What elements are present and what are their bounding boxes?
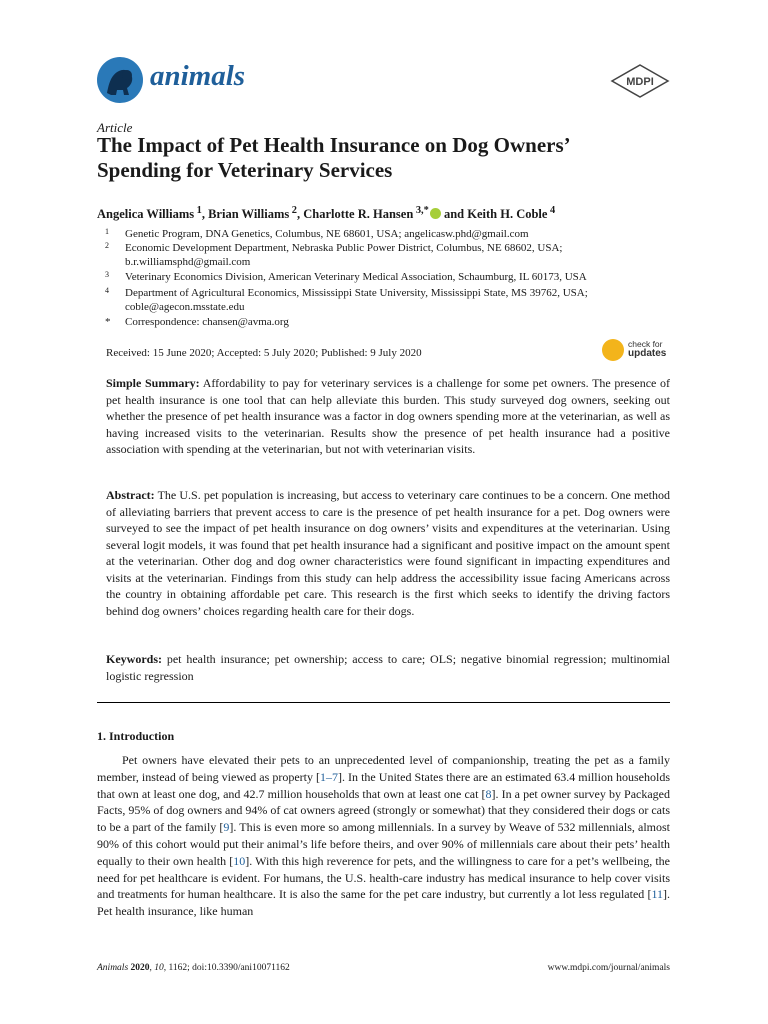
author-name[interactable]: Brian Williams — [208, 207, 290, 222]
keywords — [106, 651, 670, 684]
author-name[interactable]: Keith H. Coble — [467, 207, 548, 222]
intro-text: ]. With this high reverence for pets, and the willingness to care for a pet’s wellbeing, the need for pet healthcare is evident. For humans, the U.S. health-care industry has medical insurance to help cover visits and treatments for human healthcare. It is also the same for the pet care industry, but currently a lot less regulated [ — [97, 853, 670, 902]
affiliation-number: 2 — [105, 241, 109, 250]
footer-doi[interactable]: , 1162; doi:10.3390/ani10071162 — [163, 963, 290, 973]
intro-text: ]. Pet health insurance, like human — [97, 887, 670, 919]
article-title — [97, 133, 677, 183]
affiliation-email[interactable]: coble@agecon.msstate.edu — [125, 301, 245, 313]
citation-link[interactable]: 9 — [223, 820, 230, 835]
author-name[interactable]: Charlotte R. Hansen — [303, 207, 414, 222]
author-affiliation-mark: 3,* — [415, 205, 429, 216]
title-line-1: The Impact of Pet Health Insurance on Dog Owners’ — [97, 133, 571, 157]
author-affiliation-mark: 4 — [549, 205, 556, 216]
journal-logo-icon — [97, 57, 143, 103]
footer-volume: 10 — [154, 963, 164, 973]
author-list: Angelica Williams $^1$, Brian Williams $^2$, Charlotte R. Hansen $^{3,*}$ and Keith H. Coble $^4$ — [97, 205, 556, 222]
affiliation-number: 4 — [105, 286, 109, 295]
footer-journal: Animals — [97, 963, 129, 973]
simple-summary-text: Affordability to pay for veterinary services is a challenge for some pet owners. The presence of pet health insurance is one tool that can help alleviate this burden. This study surveyed dog owners, seeking out whether the presence of pet health insurance was a factor in dog owners spending more at the veterinarian, as well as having increased visits to the veterinarian. Results show the presence of pet health insurance had a positive association with spending at the veterinarian, but not with veterinarian visits. — [106, 376, 671, 456]
divider — [97, 702, 670, 703]
footer-year: 2020 — [130, 963, 150, 973]
intro-text: ]. In a pet owner survey by Packaged Facts, 95% of dog owners and 94% of cat owners agreed (strongly or somewhat) that they considered their dogs or cats to be a part of the family [ — [97, 786, 670, 835]
section-heading: 1. Introduction — [97, 729, 175, 743]
abstract — [106, 487, 670, 619]
check-updates-line1: check for — [628, 339, 663, 349]
intro-text: ]. This is even more so among millennials. In a survey by Weave of 532 millennials, almost 90% of this cohort would put their animal’s life before theirs, and over 90% of millennials care about their pets’ health equally to their own health [ — [97, 820, 670, 868]
abstract-text: The U.S. pet population is increasing, but access to veterinary care continues to be a concern. One method of alleviating barriers that prevent access to care is the presence of pet health insurance for a pet. Dog owners were surveyed to see the impact of pet health insurance on dog owners’ visits and expenditures at the veterinarian. Using several logit models, it was found that pet health insurance had a significant and positive impact on the amount spent at the veterinarian. Other dog and dog owner characteristics were found significant in impacting expenditures and visits at the veterinarian. Findings from this study can help address the accessibility issue facing Americans across the country in obtaining affordable pet care. This research is the first which seeks to identify the driving factors behind dog owners’ choices regarding health care for their dogs. — [106, 488, 670, 618]
citation-link[interactable]: 1–7 — [320, 769, 339, 784]
check-for-updates-button[interactable] — [602, 337, 682, 363]
affiliation-text: Department of Agricultural Economics, Mississippi State University, Mississippi State, MS 39762, USA; — [125, 287, 588, 299]
affiliation-number: 3 — [105, 270, 109, 279]
affiliation-number: 1 — [105, 227, 109, 236]
keywords-label: Keywords: — [106, 652, 162, 666]
citation-link[interactable]: 11 — [651, 887, 663, 902]
affiliation-text: Genetic Program, DNA Genetics, Columbus, NE 68601, USA; angelicasw.phd@gmail.com — [125, 228, 529, 240]
citation-link[interactable]: 10 — [233, 853, 246, 868]
publication-dates: Received: 15 June 2020; Accepted: 5 July 2020; Published: 9 July 2020 — [106, 347, 422, 359]
footer-journal-url[interactable]: www.mdpi.com/journal/animals — [547, 963, 670, 973]
citation-link[interactable]: 8 — [485, 786, 492, 801]
keywords-text: pet health insurance; pet ownership; access to care; OLS; negative binomial regression; multinomial logistic regression — [106, 652, 671, 683]
intro-text: ]. In the United States there are an estimated 63.4 million households that own at least one dog, and 42.7 million households that own at least one cat [ — [97, 769, 671, 801]
check-updates-icon — [602, 339, 624, 361]
simple-summary-label: Simple Summary: — [106, 376, 200, 390]
affiliation-text: Veterinary Economics Division, American Veterinary Medical Association, Schaumburg, IL 60173, USA — [125, 271, 587, 283]
journal-name[interactable]: animals — [150, 60, 246, 92]
correspondence-mark: * — [105, 316, 111, 328]
author-name[interactable]: Angelica Williams — [97, 207, 195, 222]
affiliation-text: Economic Development Department, Nebraska Public Power District, Columbus, NE 68602, USA; — [125, 242, 563, 254]
correspondence-text[interactable]: Correspondence: chansen@avma.org — [125, 316, 289, 328]
mdpi-logo-icon[interactable] — [610, 64, 670, 98]
introduction-paragraph — [97, 752, 670, 920]
author-affiliation-mark: 1 — [196, 205, 202, 216]
affiliation-email[interactable]: b.r.williamsphd@gmail.com — [125, 256, 251, 268]
check-updates-line2: updates — [628, 348, 667, 359]
orcid-icon[interactable] — [430, 208, 441, 219]
article-type: Article — [97, 120, 133, 135]
simple-summary — [106, 375, 670, 458]
mdpi-label: MDPI — [626, 76, 654, 88]
intro-text: Pet owners have elevated their pets to an unprecedented level of companionship, treating the pet as a family member, instead of being viewed as property [ — [97, 753, 670, 784]
title-line-2: Spending for Veterinary Services — [97, 158, 393, 182]
abstract-label: Abstract: — [106, 488, 155, 502]
footer-citation: Animals 2020, 10, 1162; doi:10.3390/ani10071162 — [97, 963, 290, 973]
author-affiliation-mark: 2 — [291, 205, 297, 216]
